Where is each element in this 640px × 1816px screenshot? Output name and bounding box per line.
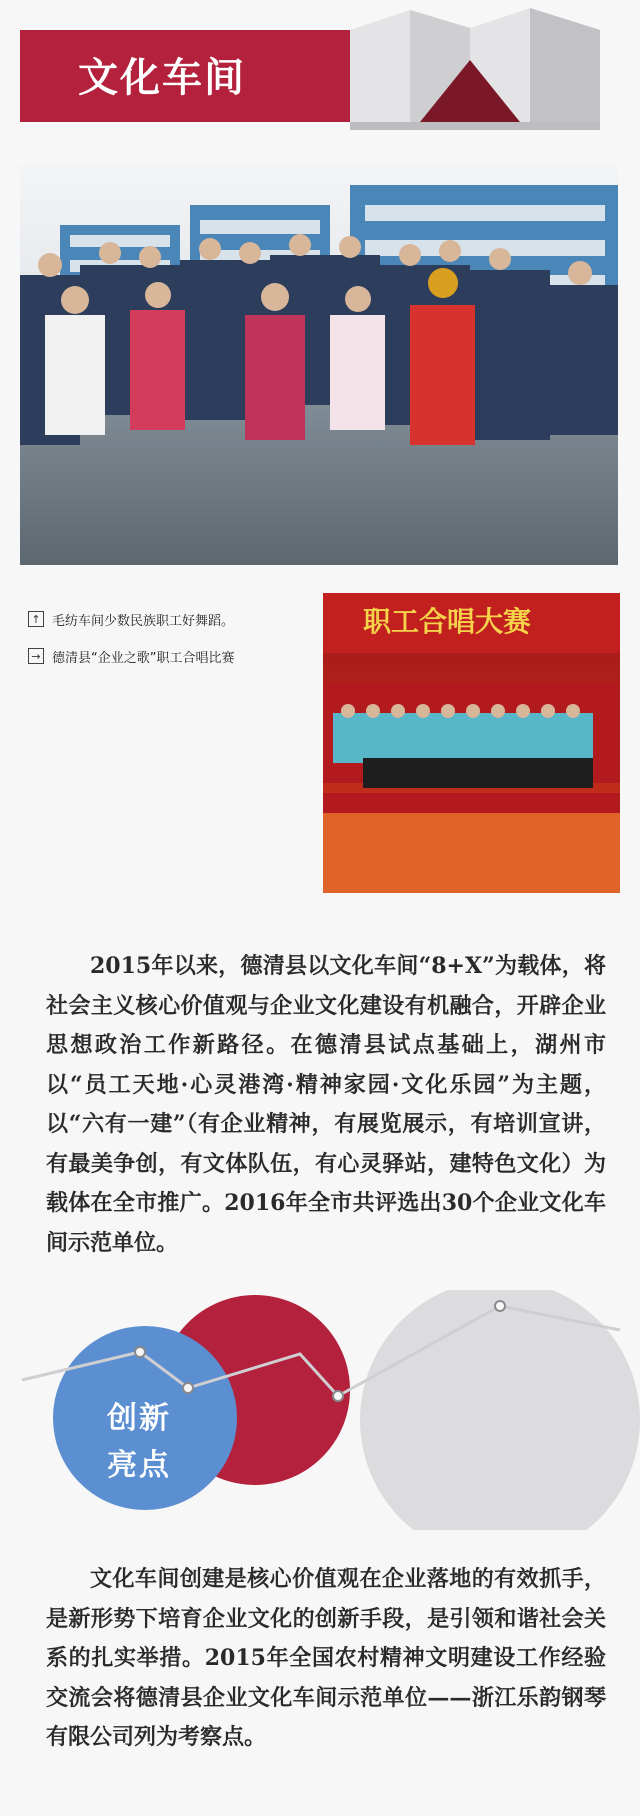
- caption-text: 德清县“企业之歌”职工合唱比赛: [52, 650, 235, 666]
- arrow-right-icon: →: [28, 648, 44, 664]
- stage-banner-text: 职工合唱大赛: [363, 605, 532, 638]
- caption-choir: [28, 645, 234, 667]
- caption-text: 毛纺车间少数民族职工好舞蹈。: [52, 613, 235, 629]
- photo-choir-contest: [323, 593, 620, 893]
- highlight-label-line1: 创新: [107, 1401, 171, 1436]
- article-paragraph-1: 2015年以来，德清县以文化车间“8+X”为载体，将社会主义核心价值观与企业文化建设有机融合，开辟企业思想政治工作新路径。在德清县试点基础上，湖州市以“员工天地·心灵港湾·精神家园·文化乐园”为主题，以“六有一建”（有企业精神，有展览展示，有培训宣讲，有最美争创，有文体队伍，有心灵驿站，建特色文化）为载体在全市推广。2016年全市共评选出30个企业文化车间示范单位。: [46, 953, 606, 1256]
- arrow-up-icon: ↑: [28, 611, 44, 627]
- photo-factory-dance: [20, 165, 618, 565]
- article-paragraph-2: 文化车间创建是核心价值观在企业落地的有效抓手，是新形势下培育企业文化的创新手段，是引领和谐社会关系的扎实举措。2015年全国农村精神文明建设工作经验交流会将德清县企业文化车间示范单位——浙江乐韵钢琴有限公司列为考察点。: [46, 1566, 606, 1750]
- page-title: 文化车间: [78, 55, 246, 101]
- caption-dance: [28, 608, 234, 630]
- highlight-label-line2: 亮点: [107, 1448, 171, 1483]
